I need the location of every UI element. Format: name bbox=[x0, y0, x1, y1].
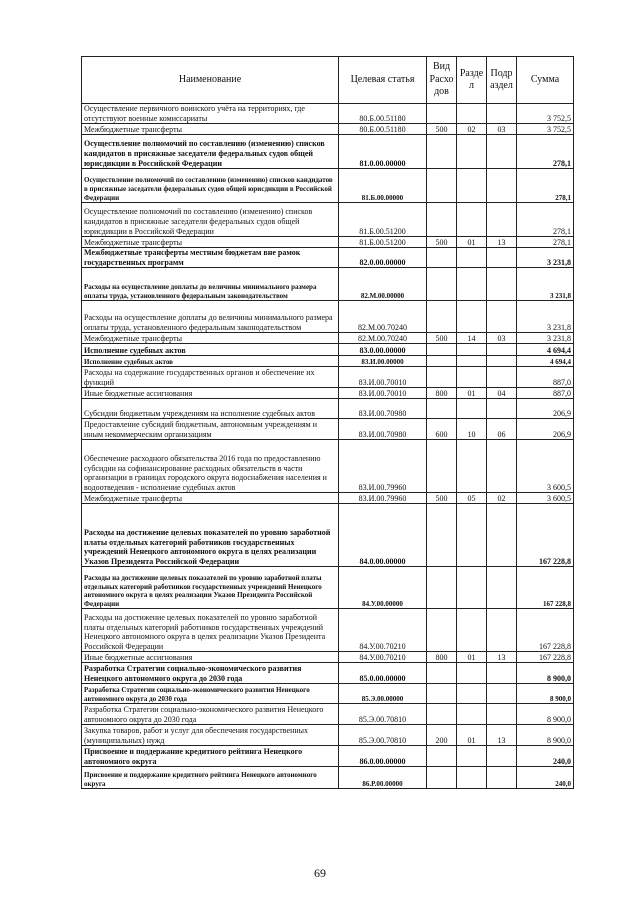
row-name: Расходы на осуществление доплаты до величины минимального размера оплаты труда, установленного федеральным законодательством bbox=[82, 301, 339, 333]
row-name: Межбюджетные трансферты bbox=[82, 493, 339, 504]
table-row bbox=[82, 663, 574, 684]
row-podrazdel: 13 bbox=[487, 237, 517, 248]
table-row bbox=[82, 203, 574, 237]
row-name: Разработка Стратегии социально-экономического развития Ненецкого автономного округа до 2030 года bbox=[82, 684, 339, 704]
row-name: Межбюджетные трансферты местным бюджетам вне рамок государственных программ bbox=[82, 248, 339, 268]
row-podrazdel: 03 bbox=[487, 124, 517, 135]
row-razdel: 01 bbox=[457, 237, 487, 248]
row-vid bbox=[427, 504, 457, 567]
row-sum: 167 228,8 bbox=[517, 609, 574, 652]
row-code: 80.Б.00.51180 bbox=[339, 124, 427, 135]
row-vid bbox=[427, 301, 457, 333]
row-podrazdel bbox=[487, 767, 517, 789]
row-sum: 3 752,5 bbox=[517, 104, 574, 124]
table-row bbox=[82, 388, 574, 399]
row-code: 84.У.00.00000 bbox=[339, 567, 427, 609]
row-vid bbox=[427, 169, 457, 203]
row-sum: 240,0 bbox=[517, 767, 574, 789]
row-name: Предоставление субсидий бюджетным, автономным учреждениям и иным некоммерческим организациям bbox=[82, 419, 339, 440]
row-sum: 278,1 bbox=[517, 237, 574, 248]
row-razdel bbox=[457, 344, 487, 356]
row-code: 86.Р.00.00000 bbox=[339, 767, 427, 789]
header-vid: Вид Расхо дов bbox=[427, 57, 457, 104]
row-sum: 167 228,8 bbox=[517, 567, 574, 609]
row-podrazdel bbox=[487, 268, 517, 301]
row-sum: 3 600,5 bbox=[517, 493, 574, 504]
table-row bbox=[82, 684, 574, 704]
budget-table bbox=[81, 56, 574, 789]
row-name: Расходы на достижение целевых показателей по уровню заработной платы отдельных категорий работников государственных учреждений Ненецкого автономного округа в целях реализации Указов Президента Российской Федерации bbox=[82, 567, 339, 609]
row-podrazdel bbox=[487, 399, 517, 419]
row-podrazdel: 04 bbox=[487, 388, 517, 399]
row-sum: 3 600,5 bbox=[517, 440, 574, 493]
row-vid bbox=[427, 268, 457, 301]
row-vid bbox=[427, 663, 457, 684]
row-podrazdel bbox=[487, 169, 517, 203]
row-sum: 8 900,0 bbox=[517, 684, 574, 704]
table-row bbox=[82, 399, 574, 419]
row-podrazdel bbox=[487, 367, 517, 388]
table-row bbox=[82, 493, 574, 504]
table-row bbox=[82, 237, 574, 248]
row-vid bbox=[427, 746, 457, 767]
row-vid: 800 bbox=[427, 388, 457, 399]
row-vid bbox=[427, 104, 457, 124]
row-razdel bbox=[457, 104, 487, 124]
table-row bbox=[82, 767, 574, 789]
row-code: 83.И.00.79960 bbox=[339, 493, 427, 504]
row-name: Расходы на достижение целевых показателей по уровню заработной платы отдельных категорий работников государственных учреждений Ненецкого автономного округа в целях реализации Указов Президента Российской Федерации bbox=[82, 504, 339, 567]
row-razdel bbox=[457, 367, 487, 388]
row-sum: 8 900,0 bbox=[517, 663, 574, 684]
row-vid bbox=[427, 344, 457, 356]
table-header-row bbox=[82, 57, 574, 104]
row-name: Иные бюджетные ассигнования bbox=[82, 652, 339, 663]
row-name: Расходы на достижение целевых показателей по уровню заработной платы отдельных категорий работников государственных учреждений Ненецкого автономного округа в целях реализации Указов Президента Российской Федерации bbox=[82, 609, 339, 652]
row-vid: 500 bbox=[427, 237, 457, 248]
row-razdel bbox=[457, 169, 487, 203]
row-razdel bbox=[457, 268, 487, 301]
table-row bbox=[82, 104, 574, 124]
row-sum: 4 694,4 bbox=[517, 356, 574, 367]
table-row bbox=[82, 567, 574, 609]
table-row bbox=[82, 333, 574, 344]
row-name: Межбюджетные трансферты bbox=[82, 124, 339, 135]
table-row bbox=[82, 135, 574, 169]
row-vid bbox=[427, 704, 457, 725]
row-sum: 278,1 bbox=[517, 203, 574, 237]
row-sum: 3 752,5 bbox=[517, 124, 574, 135]
header-razdel: Разде л bbox=[457, 57, 487, 104]
table-row bbox=[82, 367, 574, 388]
row-razdel bbox=[457, 767, 487, 789]
table-row bbox=[82, 652, 574, 663]
row-vid bbox=[427, 684, 457, 704]
row-sum: 278,1 bbox=[517, 135, 574, 169]
row-razdel: 01 bbox=[457, 388, 487, 399]
row-vid bbox=[427, 609, 457, 652]
row-sum: 3 231,8 bbox=[517, 301, 574, 333]
row-code: 85.Э.00.00000 bbox=[339, 684, 427, 704]
row-razdel bbox=[457, 504, 487, 567]
row-vid bbox=[427, 567, 457, 609]
table-body bbox=[82, 104, 574, 789]
table-row bbox=[82, 609, 574, 652]
row-razdel bbox=[457, 704, 487, 725]
table-row bbox=[82, 268, 574, 301]
table-row bbox=[82, 301, 574, 333]
row-vid bbox=[427, 135, 457, 169]
row-name: Разработка Стратегии социально-экономического развития Ненецкого автономного округа до 2030 года bbox=[82, 663, 339, 684]
row-podrazdel bbox=[487, 609, 517, 652]
row-razdel: 02 bbox=[457, 124, 487, 135]
row-sum: 887,0 bbox=[517, 388, 574, 399]
row-podrazdel bbox=[487, 344, 517, 356]
row-name: Субсидии бюджетным учреждениям на исполнение судебных актов bbox=[82, 399, 339, 419]
row-name: Разработка Стратегии социально-экономического развития Ненецкого автономного округа до 2030 года bbox=[82, 704, 339, 725]
table-row bbox=[82, 746, 574, 767]
row-sum: 8 900,0 bbox=[517, 725, 574, 746]
row-sum: 887,0 bbox=[517, 367, 574, 388]
row-name: Межбюджетные трансферты bbox=[82, 237, 339, 248]
row-code: 83.И.00.70010 bbox=[339, 367, 427, 388]
header-sum: Сумма bbox=[517, 57, 574, 104]
row-razdel bbox=[457, 399, 487, 419]
row-razdel: 01 bbox=[457, 652, 487, 663]
row-code: 83.И.00.70980 bbox=[339, 399, 427, 419]
row-razdel bbox=[457, 135, 487, 169]
row-razdel bbox=[457, 203, 487, 237]
row-code: 82.0.00.00000 bbox=[339, 248, 427, 268]
row-code: 80.Б.00.51180 bbox=[339, 104, 427, 124]
budget-document bbox=[81, 56, 573, 789]
row-razdel: 10 bbox=[457, 419, 487, 440]
row-razdel: 05 bbox=[457, 493, 487, 504]
row-podrazdel: 13 bbox=[487, 725, 517, 746]
row-code: 81.0.00.00000 bbox=[339, 135, 427, 169]
table-row bbox=[82, 356, 574, 367]
row-code: 82.М.00.00000 bbox=[339, 268, 427, 301]
row-podrazdel bbox=[487, 135, 517, 169]
table-row bbox=[82, 169, 574, 203]
row-code: 84.У.00.70210 bbox=[339, 609, 427, 652]
row-sum: 4 694,4 bbox=[517, 344, 574, 356]
row-name: Исполнение судебных актов bbox=[82, 344, 339, 356]
row-vid: 200 bbox=[427, 725, 457, 746]
row-vid bbox=[427, 767, 457, 789]
row-name: Осуществление полномочий по составлению (изменению) списков кандидатов в присяжные заседатели федеральных судов общей юрисдикции в Российской Федерации bbox=[82, 203, 339, 237]
header-podrazdel: Подр аздел bbox=[487, 57, 517, 104]
row-podrazdel bbox=[487, 504, 517, 567]
row-podrazdel bbox=[487, 704, 517, 725]
row-razdel bbox=[457, 746, 487, 767]
row-name: Межбюджетные трансферты bbox=[82, 333, 339, 344]
row-sum: 8 900,0 bbox=[517, 704, 574, 725]
row-vid bbox=[427, 203, 457, 237]
page-number: 69 bbox=[314, 866, 326, 880]
row-vid bbox=[427, 356, 457, 367]
table-row bbox=[82, 344, 574, 356]
row-razdel bbox=[457, 684, 487, 704]
row-code: 83.И.00.70980 bbox=[339, 419, 427, 440]
row-podrazdel bbox=[487, 746, 517, 767]
row-name: Расходы на содержание государственных органов и обеспечение их функций bbox=[82, 367, 339, 388]
row-name: Осуществление полномочий по составлению (изменению) списков кандидатов в присяжные заседатели федеральных судов общей юрисдикции в Российской Федерации bbox=[82, 169, 339, 203]
row-name: Присвоение и поддержание кредитного рейтинга Ненецкого автономного округа bbox=[82, 767, 339, 789]
row-vid bbox=[427, 248, 457, 268]
row-code: 81.Б.00.51200 bbox=[339, 203, 427, 237]
row-podrazdel: 03 bbox=[487, 333, 517, 344]
row-razdel bbox=[457, 301, 487, 333]
row-vid: 500 bbox=[427, 493, 457, 504]
row-code: 83.И.00.00000 bbox=[339, 356, 427, 367]
row-podrazdel: 06 bbox=[487, 419, 517, 440]
row-code: 86.0.00.00000 bbox=[339, 746, 427, 767]
row-name: Закупка товаров, работ и услуг для обеспечения государственных (муниципальных) нужд bbox=[82, 725, 339, 746]
row-vid bbox=[427, 440, 457, 493]
row-razdel bbox=[457, 440, 487, 493]
row-vid: 500 bbox=[427, 124, 457, 135]
row-razdel bbox=[457, 663, 487, 684]
row-name: Иные бюджетные ассигнования bbox=[82, 388, 339, 399]
row-code: 83.И.00.70010 bbox=[339, 388, 427, 399]
row-podrazdel bbox=[487, 301, 517, 333]
row-sum: 3 231,8 bbox=[517, 333, 574, 344]
row-name: Обеспечение расходного обязательства 2016 года по предоставлению субсидии на софинансирование расходных обязательств в части организации в границах городского округа водоснабжения населения и водоотведения - исполнение судебных актов bbox=[82, 440, 339, 493]
table-row bbox=[82, 124, 574, 135]
row-podrazdel bbox=[487, 663, 517, 684]
row-sum: 278,1 bbox=[517, 169, 574, 203]
row-name: Расходы на осуществление доплаты до величины минимального размера оплаты труда, установленного федеральным законодательством bbox=[82, 268, 339, 301]
row-code: 83.И.00.79960 bbox=[339, 440, 427, 493]
row-sum: 3 231,8 bbox=[517, 248, 574, 268]
row-code: 81.Б.00.51200 bbox=[339, 237, 427, 248]
row-name: Осуществление полномочий по составлению (изменению) списков кандидатов в присяжные заседатели федеральных судов общей юрисдикции в Российской Федерации bbox=[82, 135, 339, 169]
row-code: 85.Э.00.70810 bbox=[339, 725, 427, 746]
row-name: Присвоение и поддержание кредитного рейтинга Ненецкого автономного округа bbox=[82, 746, 339, 767]
row-razdel: 14 bbox=[457, 333, 487, 344]
row-razdel bbox=[457, 567, 487, 609]
row-razdel bbox=[457, 356, 487, 367]
row-vid: 500 bbox=[427, 333, 457, 344]
row-podrazdel bbox=[487, 104, 517, 124]
row-code: 82.М.00.70240 bbox=[339, 333, 427, 344]
row-sum: 206,9 bbox=[517, 419, 574, 440]
row-name: Исполнение судебных актов bbox=[82, 356, 339, 367]
row-sum: 3 231,8 bbox=[517, 268, 574, 301]
row-vid bbox=[427, 399, 457, 419]
row-podrazdel bbox=[487, 440, 517, 493]
row-podrazdel bbox=[487, 203, 517, 237]
row-podrazdel: 13 bbox=[487, 652, 517, 663]
row-podrazdel: 02 bbox=[487, 493, 517, 504]
row-code: 85.Э.00.70810 bbox=[339, 704, 427, 725]
row-name: Осуществление первичного воинского учёта на территориях, где отсутствуют военные комиссариаты bbox=[82, 104, 339, 124]
row-razdel bbox=[457, 609, 487, 652]
row-code: 83.0.00.00000 bbox=[339, 344, 427, 356]
row-sum: 167 228,8 bbox=[517, 652, 574, 663]
row-vid bbox=[427, 367, 457, 388]
table-row bbox=[82, 704, 574, 725]
row-podrazdel bbox=[487, 567, 517, 609]
row-code: 85.0.00.00000 bbox=[339, 663, 427, 684]
row-code: 84.У.00.70210 bbox=[339, 652, 427, 663]
row-podrazdel bbox=[487, 356, 517, 367]
row-razdel: 01 bbox=[457, 725, 487, 746]
row-podrazdel bbox=[487, 684, 517, 704]
header-code: Целевая статья bbox=[339, 57, 427, 104]
row-sum: 167 228,8 bbox=[517, 504, 574, 567]
table-row bbox=[82, 725, 574, 746]
row-sum: 206,9 bbox=[517, 399, 574, 419]
row-podrazdel bbox=[487, 248, 517, 268]
row-razdel bbox=[457, 248, 487, 268]
table-row bbox=[82, 248, 574, 268]
row-vid: 800 bbox=[427, 652, 457, 663]
row-code: 81.Б.00.00000 bbox=[339, 169, 427, 203]
table-row bbox=[82, 419, 574, 440]
row-vid: 600 bbox=[427, 419, 457, 440]
table-row bbox=[82, 440, 574, 493]
row-sum: 240,0 bbox=[517, 746, 574, 767]
row-code: 84.0.00.00000 bbox=[339, 504, 427, 567]
header-name: Наименование bbox=[82, 57, 339, 104]
table-row bbox=[82, 504, 574, 567]
row-code: 82.М.00.70240 bbox=[339, 301, 427, 333]
